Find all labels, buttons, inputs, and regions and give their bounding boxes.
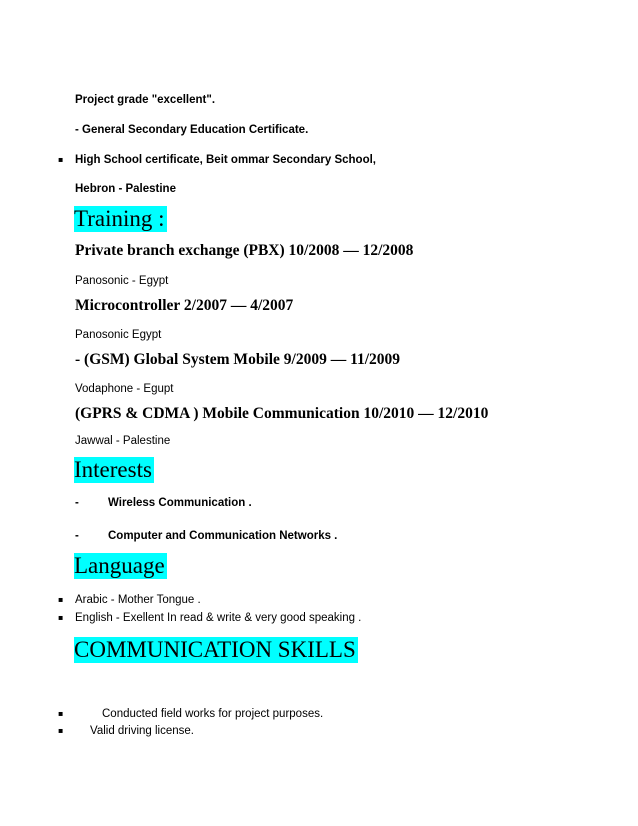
training-title-4: (GPRS & CDMA ) Mobile Communication 10/2010 — 12/2010 <box>75 405 489 422</box>
training-org-1: Panosonic - Egypt <box>75 275 169 287</box>
square-bullet-icon: ▪ <box>58 726 64 735</box>
interest-dash-1: - <box>75 497 79 509</box>
training-org-2: Panosonic Egypt <box>75 329 162 341</box>
secondary-cert-text: - General Secondary Education Certificate. <box>75 124 309 136</box>
square-bullet-icon: ▪ <box>58 155 64 164</box>
training-title-3: - (GSM) Global System Mobile 9/2009 — 11/2009 <box>75 351 401 368</box>
location-text: Hebron - Palestine <box>75 183 176 195</box>
interest-item-1: Wireless Communication . <box>108 497 252 509</box>
training-heading: Training : <box>74 206 165 231</box>
square-bullet-icon: ▪ <box>58 613 64 622</box>
language-heading: Language <box>74 553 165 578</box>
interests-heading: Interests <box>74 457 152 482</box>
square-bullet-icon: ▪ <box>58 595 64 604</box>
training-org-4: Jawwal - Palestine <box>75 435 171 447</box>
communication-heading: COMMUNICATION SKILLS <box>74 637 356 662</box>
training-title-1: Private branch exchange (PBX) 10/2008 — 12/2008 <box>75 242 414 259</box>
project-grade-text: Project grade "excellent". <box>75 94 216 106</box>
training-org-3: Vodaphone - Egupt <box>75 383 174 395</box>
language-item-arabic: Arabic - Mother Tongue . <box>75 594 201 606</box>
communication-item-1: Conducted field works for project purposes. <box>102 708 324 720</box>
interest-item-2: Computer and Communication Networks . <box>108 530 338 542</box>
language-item-english: English - Exellent In read & write & very good speaking . <box>75 612 362 624</box>
square-bullet-icon: ▪ <box>58 709 64 718</box>
interest-dash-2: - <box>75 530 79 542</box>
high-school-text: High School certificate, Beit ommar Secondary School, <box>75 154 376 166</box>
training-title-2: Microcontroller 2/2007 — 4/2007 <box>75 297 294 314</box>
communication-item-2: Valid driving license. <box>90 725 194 737</box>
